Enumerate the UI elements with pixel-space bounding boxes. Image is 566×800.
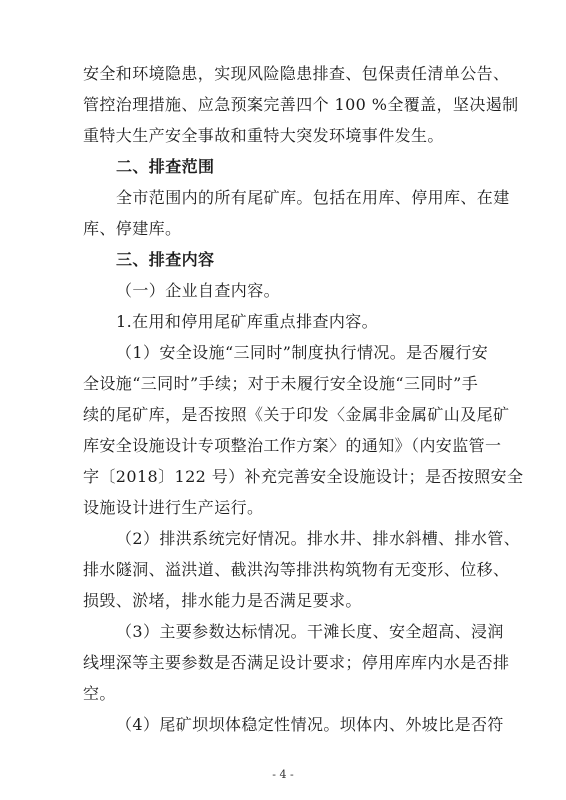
body-line: 全市范围内的所有尾矿库。包括在用库、停用库、在建 — [116, 188, 510, 207]
body-line: 1.在用和停用尾矿库重点排查内容。 — [116, 312, 379, 331]
body-line: 库、停建库。 — [83, 219, 182, 238]
body-line: 管控治理措施、应急预案完善四个 100 %全覆盖，坚决遏制 — [83, 95, 519, 114]
body-line: （一）企业自查内容。 — [116, 281, 281, 300]
body-line: （1）安全设施“三同时”制度执行情况。是否履行安 — [116, 343, 489, 362]
body-line: 库安全设施设计专项整治工作方案〉的通知》（内安监管一 — [83, 436, 502, 455]
body-line: 字〔2018〕122 号）补充完善安全设施设计；是否按照安全 — [83, 467, 524, 486]
section-heading: 二、排查范围 — [116, 157, 215, 176]
body-line: 安全和环境隐患，实现风险隐患排查、包保责任清单公告、 — [83, 64, 510, 83]
body-line: （4）尾矿坝坝体稳定性情况。坝体内、外坡比是否符 — [116, 715, 504, 734]
body-line: 设施设计进行生产运行。 — [83, 498, 264, 517]
body-line: （3）主要参数达标情况。干滩长度、安全超高、浸润 — [116, 622, 504, 641]
section-heading: 三、排查内容 — [116, 250, 215, 269]
page-number: - 4 - — [272, 768, 294, 781]
body-line: 损毁、淤堵，排水能力是否满足要求。 — [83, 591, 362, 610]
body-line: 续的尾矿库，是否按照《关于印发〈金属非金属矿山及尾矿 — [83, 405, 510, 424]
body-line: 排水隧洞、溢洪道、截洪沟等排洪构筑物有无变形、位移、 — [83, 560, 510, 579]
body-line: （2）排洪系统完好情况。排水井、排水斜槽、排水管、 — [116, 529, 521, 548]
body-line: 全设施“三同时”手续；对于未履行安全设施“三同时”手 — [83, 374, 479, 393]
body-line: 空。 — [83, 684, 116, 703]
body-line: 重特大生产安全事故和重特大突发环境事件发生。 — [83, 126, 444, 145]
body-line: 线埋深等主要参数是否满足设计要求；停用库库内水是否排 — [83, 653, 510, 672]
